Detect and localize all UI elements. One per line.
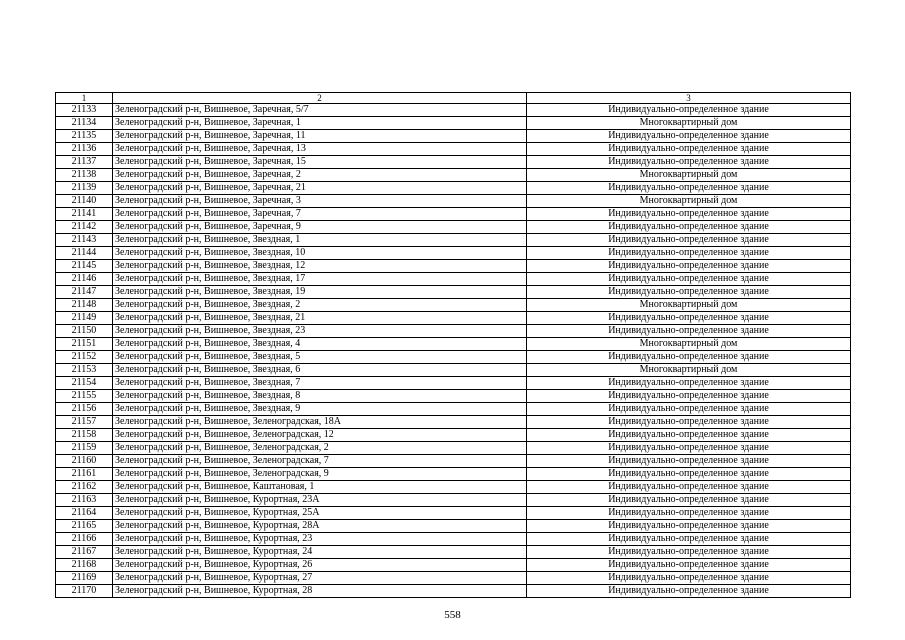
address-cell: Зеленоградский р-н, Вишневое, Курортная, 28 xyxy=(113,585,527,598)
row-number-cell: 21138 xyxy=(56,169,113,182)
row-number-cell: 21151 xyxy=(56,338,113,351)
row-number-cell: 21166 xyxy=(56,533,113,546)
address-cell: Зеленоградский р-н, Вишневое, Курортная, 24 xyxy=(113,546,527,559)
building-type-cell: Индивидуально-определенное здание xyxy=(527,104,851,117)
building-type-cell: Многоквартирный дом xyxy=(527,338,851,351)
row-number-cell: 21168 xyxy=(56,559,113,572)
table-row xyxy=(56,273,851,286)
building-type-cell: Индивидуально-определенное здание xyxy=(527,416,851,429)
building-type-cell: Индивидуально-определенное здание xyxy=(527,208,851,221)
table-body xyxy=(56,104,851,598)
row-number-cell: 21134 xyxy=(56,117,113,130)
building-type-cell: Индивидуально-определенное здание xyxy=(527,520,851,533)
building-type-cell: Индивидуально-определенное здание xyxy=(527,260,851,273)
table-row xyxy=(56,351,851,364)
row-number-cell: 21163 xyxy=(56,494,113,507)
row-number-cell: 21144 xyxy=(56,247,113,260)
column-header-2: 2 xyxy=(113,93,527,104)
row-number-cell: 21159 xyxy=(56,442,113,455)
address-cell: Зеленоградский р-н, Вишневое, Курортная, 23А xyxy=(113,494,527,507)
address-cell: Зеленоградский р-н, Вишневое, Заречная, 13 xyxy=(113,143,527,156)
address-cell: Зеленоградский р-н, Вишневое, Заречная, 15 xyxy=(113,156,527,169)
building-type-cell: Индивидуально-определенное здание xyxy=(527,351,851,364)
address-cell: Зеленоградский р-н, Вишневое, Звездная, 1 xyxy=(113,234,527,247)
table-row xyxy=(56,143,851,156)
column-header-1: 1 xyxy=(56,93,113,104)
address-cell: Зеленоградский р-н, Вишневое, Звездная, 12 xyxy=(113,260,527,273)
building-type-cell: Многоквартирный дом xyxy=(527,364,851,377)
building-type-cell: Индивидуально-определенное здание xyxy=(527,286,851,299)
building-type-cell: Индивидуально-определенное здание xyxy=(527,533,851,546)
row-number-cell: 21136 xyxy=(56,143,113,156)
table-row xyxy=(56,416,851,429)
building-type-cell: Индивидуально-определенное здание xyxy=(527,234,851,247)
row-number-cell: 21141 xyxy=(56,208,113,221)
table-row xyxy=(56,260,851,273)
building-type-cell: Многоквартирный дом xyxy=(527,117,851,130)
address-cell: Зеленоградский р-н, Вишневое, Заречная, 1 xyxy=(113,117,527,130)
row-number-cell: 21139 xyxy=(56,182,113,195)
address-cell: Зеленоградский р-н, Вишневое, Заречная, 7 xyxy=(113,208,527,221)
building-type-cell: Индивидуально-определенное здание xyxy=(527,559,851,572)
address-cell: Зеленоградский р-н, Вишневое, Звездная, 10 xyxy=(113,247,527,260)
building-type-cell: Индивидуально-определенное здание xyxy=(527,247,851,260)
row-number-cell: 21158 xyxy=(56,429,113,442)
address-cell: Зеленоградский р-н, Вишневое, Курортная, 23 xyxy=(113,533,527,546)
row-number-cell: 21135 xyxy=(56,130,113,143)
building-type-cell: Многоквартирный дом xyxy=(527,299,851,312)
table-row xyxy=(56,494,851,507)
address-cell: Зеленоградский р-н, Вишневое, Звездная, 7 xyxy=(113,377,527,390)
address-cell: Зеленоградский р-н, Вишневое, Заречная, 9 xyxy=(113,221,527,234)
table-row xyxy=(56,169,851,182)
table-row xyxy=(56,468,851,481)
table-row xyxy=(56,247,851,260)
address-cell: Зеленоградский р-н, Вишневое, Заречная, 3 xyxy=(113,195,527,208)
buildings-table xyxy=(55,92,851,598)
building-type-cell: Многоквартирный дом xyxy=(527,169,851,182)
address-cell: Зеленоградский р-н, Вишневое, Заречная, 5/7 xyxy=(113,104,527,117)
column-header-3: 3 xyxy=(527,93,851,104)
building-type-cell: Индивидуально-определенное здание xyxy=(527,429,851,442)
building-type-cell: Индивидуально-определенное здание xyxy=(527,468,851,481)
address-cell: Зеленоградский р-н, Вишневое, Зеленоградская, 9 xyxy=(113,468,527,481)
building-type-cell: Индивидуально-определенное здание xyxy=(527,273,851,286)
address-cell: Зеленоградский р-н, Вишневое, Курортная, 27 xyxy=(113,572,527,585)
table-row xyxy=(56,481,851,494)
table-row xyxy=(56,338,851,351)
table-row xyxy=(56,572,851,585)
row-number-cell: 21153 xyxy=(56,364,113,377)
table-row xyxy=(56,325,851,338)
row-number-cell: 21149 xyxy=(56,312,113,325)
address-cell: Зеленоградский р-н, Вишневое, Заречная, 21 xyxy=(113,182,527,195)
table-row xyxy=(56,195,851,208)
row-number-cell: 21161 xyxy=(56,468,113,481)
address-cell: Зеленоградский р-н, Вишневое, Звездная, 9 xyxy=(113,403,527,416)
table-header xyxy=(56,93,851,104)
page-number: 558 xyxy=(444,609,461,621)
row-number-cell: 21143 xyxy=(56,234,113,247)
building-type-cell: Индивидуально-определенное здание xyxy=(527,442,851,455)
table-row xyxy=(56,117,851,130)
row-number-cell: 21170 xyxy=(56,585,113,598)
row-number-cell: 21160 xyxy=(56,455,113,468)
table-row xyxy=(56,390,851,403)
building-type-cell: Индивидуально-определенное здание xyxy=(527,481,851,494)
table-row xyxy=(56,208,851,221)
building-type-cell: Индивидуально-определенное здание xyxy=(527,143,851,156)
table-row xyxy=(56,104,851,117)
address-cell: Зеленоградский р-н, Вишневое, Курортная, 26 xyxy=(113,559,527,572)
building-type-cell: Индивидуально-определенное здание xyxy=(527,572,851,585)
address-cell: Зеленоградский р-н, Вишневое, Звездная, 19 xyxy=(113,286,527,299)
table-row xyxy=(56,286,851,299)
table-row xyxy=(56,442,851,455)
table-row xyxy=(56,182,851,195)
address-cell: Зеленоградский р-н, Вишневое, Звездная, 6 xyxy=(113,364,527,377)
row-number-cell: 21157 xyxy=(56,416,113,429)
building-type-cell: Индивидуально-определенное здание xyxy=(527,390,851,403)
table-row xyxy=(56,364,851,377)
table-row xyxy=(56,520,851,533)
table-row xyxy=(56,299,851,312)
address-cell: Зеленоградский р-н, Вишневое, Заречная, 11 xyxy=(113,130,527,143)
address-cell: Зеленоградский р-н, Вишневое, Зеленоградская, 7 xyxy=(113,455,527,468)
table-row xyxy=(56,156,851,169)
building-type-cell: Индивидуально-определенное здание xyxy=(527,182,851,195)
address-cell: Зеленоградский р-н, Вишневое, Зеленоградская, 18А xyxy=(113,416,527,429)
row-number-cell: 21147 xyxy=(56,286,113,299)
building-type-cell: Индивидуально-определенное здание xyxy=(527,377,851,390)
building-type-cell: Индивидуально-определенное здание xyxy=(527,494,851,507)
building-type-cell: Индивидуально-определенное здание xyxy=(527,546,851,559)
address-cell: Зеленоградский р-н, Вишневое, Каштановая, 1 xyxy=(113,481,527,494)
building-type-cell: Многоквартирный дом xyxy=(527,195,851,208)
building-type-cell: Индивидуально-определенное здание xyxy=(527,455,851,468)
header-row xyxy=(56,93,851,104)
address-cell: Зеленоградский р-н, Вишневое, Звездная, 4 xyxy=(113,338,527,351)
row-number-cell: 21167 xyxy=(56,546,113,559)
table-row xyxy=(56,403,851,416)
building-type-cell: Индивидуально-определенное здание xyxy=(527,156,851,169)
table-row xyxy=(56,546,851,559)
table-row xyxy=(56,130,851,143)
row-number-cell: 21155 xyxy=(56,390,113,403)
row-number-cell: 21145 xyxy=(56,260,113,273)
address-cell: Зеленоградский р-н, Вишневое, Звездная, 8 xyxy=(113,390,527,403)
address-cell: Зеленоградский р-н, Вишневое, Звездная, 23 xyxy=(113,325,527,338)
row-number-cell: 21150 xyxy=(56,325,113,338)
table-row xyxy=(56,377,851,390)
row-number-cell: 21146 xyxy=(56,273,113,286)
row-number-cell: 21162 xyxy=(56,481,113,494)
table-row xyxy=(56,221,851,234)
address-cell: Зеленоградский р-н, Вишневое, Звездная, 17 xyxy=(113,273,527,286)
row-number-cell: 21156 xyxy=(56,403,113,416)
building-type-cell: Индивидуально-определенное здание xyxy=(527,403,851,416)
row-number-cell: 21148 xyxy=(56,299,113,312)
table-row xyxy=(56,455,851,468)
document-sheet xyxy=(55,92,850,598)
row-number-cell: 21137 xyxy=(56,156,113,169)
row-number-cell: 21165 xyxy=(56,520,113,533)
table-row xyxy=(56,234,851,247)
table-row xyxy=(56,312,851,325)
address-cell: Зеленоградский р-н, Вишневое, Зеленоградская, 12 xyxy=(113,429,527,442)
building-type-cell: Индивидуально-определенное здание xyxy=(527,325,851,338)
table-row xyxy=(56,507,851,520)
building-type-cell: Индивидуально-определенное здание xyxy=(527,130,851,143)
building-type-cell: Индивидуально-определенное здание xyxy=(527,585,851,598)
table-row xyxy=(56,585,851,598)
row-number-cell: 21133 xyxy=(56,104,113,117)
address-cell: Зеленоградский р-н, Вишневое, Звездная, 21 xyxy=(113,312,527,325)
address-cell: Зеленоградский р-н, Вишневое, Звездная, 2 xyxy=(113,299,527,312)
row-number-cell: 21152 xyxy=(56,351,113,364)
table-row xyxy=(56,559,851,572)
address-cell: Зеленоградский р-н, Вишневое, Курортная, 28А xyxy=(113,520,527,533)
table-row xyxy=(56,533,851,546)
building-type-cell: Индивидуально-определенное здание xyxy=(527,312,851,325)
table-row xyxy=(56,429,851,442)
row-number-cell: 21142 xyxy=(56,221,113,234)
building-type-cell: Индивидуально-определенное здание xyxy=(527,221,851,234)
address-cell: Зеленоградский р-н, Вишневое, Заречная, 2 xyxy=(113,169,527,182)
building-type-cell: Индивидуально-определенное здание xyxy=(527,507,851,520)
row-number-cell: 21164 xyxy=(56,507,113,520)
row-number-cell: 21154 xyxy=(56,377,113,390)
row-number-cell: 21140 xyxy=(56,195,113,208)
address-cell: Зеленоградский р-н, Вишневое, Курортная, 25А xyxy=(113,507,527,520)
row-number-cell: 21169 xyxy=(56,572,113,585)
address-cell: Зеленоградский р-н, Вишневое, Звездная, 5 xyxy=(113,351,527,364)
address-cell: Зеленоградский р-н, Вишневое, Зеленоградская, 2 xyxy=(113,442,527,455)
